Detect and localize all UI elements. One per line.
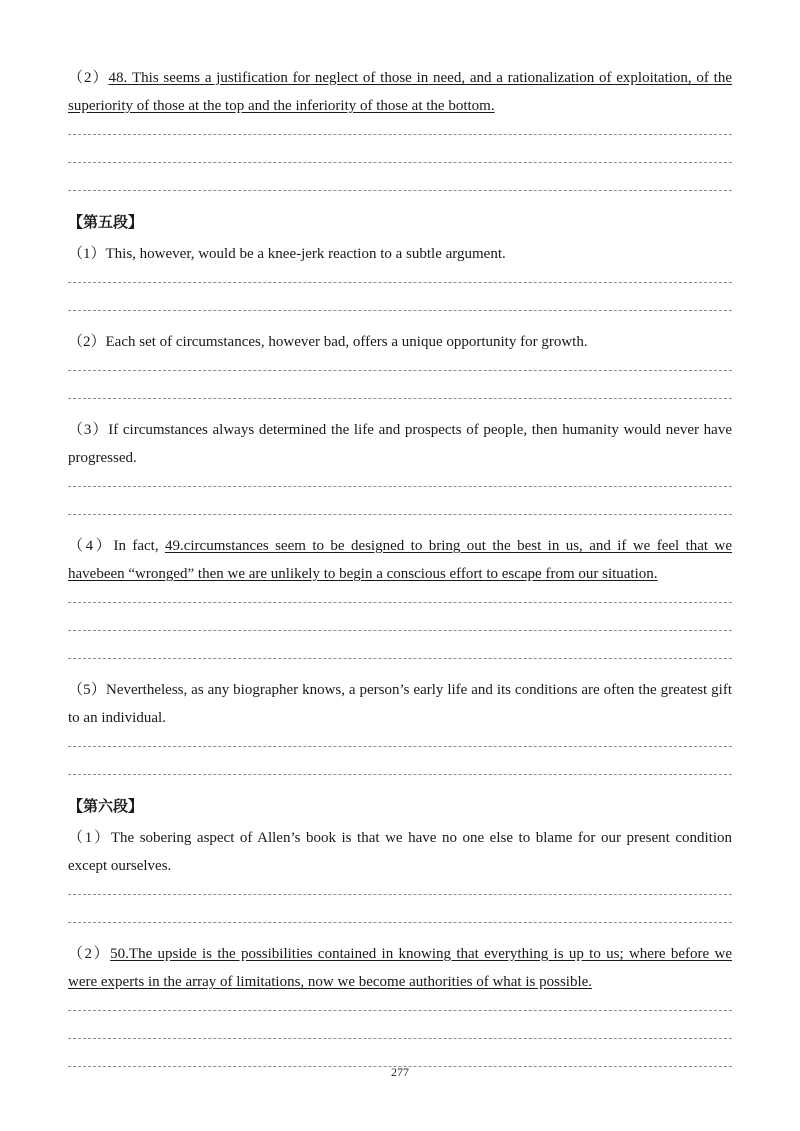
sentence-prefix: （1） xyxy=(68,830,111,846)
paragraph-5-sentence-1 xyxy=(68,240,732,268)
sentence-text: In fact, xyxy=(113,538,165,554)
answer-blank-line[interactable] xyxy=(68,732,732,760)
sentence-text: Each set of circumstances, however bad, offers a unique opportunity for growth. xyxy=(105,334,588,350)
answer-blank-line[interactable] xyxy=(68,616,732,644)
paragraph-5-sentence-5 xyxy=(68,676,732,732)
section-heading-5: 【第五段】 xyxy=(68,213,144,231)
underlined-sentence-49: 49.circumstances seem to be designed to bring out the best in us, and if we feel that we havebeen “wronged” then we are unlikely to begin a conscious effort to escape from our situation. xyxy=(68,538,732,582)
paragraph-6-sentence-2 xyxy=(68,940,732,996)
sentence-text: The sobering aspect of Allen’s book is that we have no one else to blame for our present condition except ourselves. xyxy=(68,830,732,874)
answer-blank-line[interactable] xyxy=(68,760,732,788)
answer-blank-line[interactable] xyxy=(68,384,732,412)
sentence-prefix: （2） xyxy=(68,334,106,350)
answer-blank-line[interactable] xyxy=(68,644,732,672)
answer-blank-line[interactable] xyxy=(68,148,732,176)
sentence-prefix: （2） xyxy=(68,70,109,86)
underlined-sentence-48: 48. This seems a justification for neglect of those in need, and a rationalization of exploitation, of the superiority of those at the top and the inferiority of those at the bottom. xyxy=(68,70,732,114)
paragraph-5-sentence-4 xyxy=(68,532,732,588)
page-number: 277 xyxy=(391,1065,409,1079)
answer-blank-line[interactable] xyxy=(68,996,732,1024)
answer-blank-line[interactable] xyxy=(68,908,732,936)
sentence-prefix: （4） xyxy=(68,538,114,554)
section-heading-6: 【第六段】 xyxy=(68,797,144,815)
paragraph-4-sentence-2 xyxy=(68,64,732,120)
answer-blank-line[interactable] xyxy=(68,472,732,500)
sentence-prefix: （2） xyxy=(68,946,111,962)
underlined-sentence-50: 50.The upside is the possibilities contained in knowing that everything is up to us; where before we were experts in the array of limitations, now we become authorities of what is possible. xyxy=(68,946,732,990)
answer-blank-line[interactable] xyxy=(68,500,732,528)
sentence-text: If circumstances always determined the life and prospects of people, then humanity would never have progressed. xyxy=(68,422,732,466)
paragraph-6-sentence-1 xyxy=(68,824,732,880)
sentence-prefix: （5） xyxy=(68,682,107,698)
sentence-prefix: （1） xyxy=(68,246,106,262)
answer-blank-line[interactable] xyxy=(68,356,732,384)
answer-blank-line[interactable] xyxy=(68,880,732,908)
answer-blank-line[interactable] xyxy=(68,268,732,296)
sentence-text: This, however, would be a knee-jerk reaction to a subtle argument. xyxy=(105,246,506,262)
answer-blank-line[interactable] xyxy=(68,296,732,324)
paragraph-5-sentence-2 xyxy=(68,328,732,356)
answer-blank-line[interactable] xyxy=(68,588,732,616)
answer-blank-line[interactable] xyxy=(68,1024,732,1052)
paragraph-5-sentence-3 xyxy=(68,416,732,472)
sentence-text: Nevertheless, as any biographer knows, a person’s early life and its conditions are often the greatest gift to an individual. xyxy=(68,682,732,726)
answer-blank-line[interactable] xyxy=(68,120,732,148)
sentence-prefix: （3） xyxy=(68,422,109,438)
answer-blank-line[interactable] xyxy=(68,176,732,204)
document-page xyxy=(68,60,732,1080)
